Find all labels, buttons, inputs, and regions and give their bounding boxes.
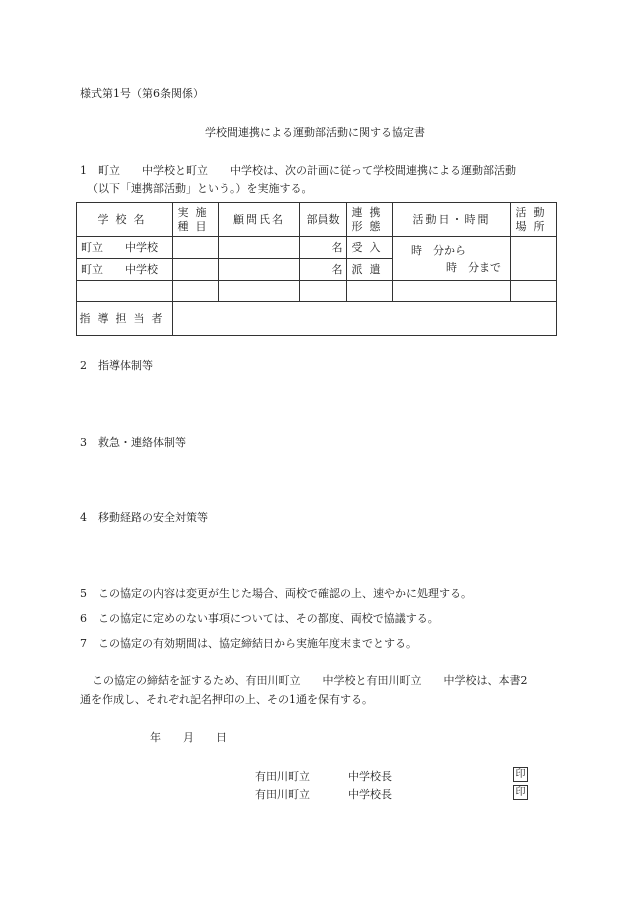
document-title: 学校間連携による運動部活動に関する協定書 (205, 126, 425, 139)
sig2-principal: 中学校長 (348, 788, 392, 801)
row2-school: 町立 中学校 (81, 262, 158, 276)
seal-icon: 印 (513, 767, 528, 782)
row2-type: 派遣 (351, 262, 388, 276)
header-advisor: 顧問氏名 (233, 212, 285, 226)
header-collab-type: 連携 形態 (351, 205, 388, 233)
clause-5: 5 この協定の内容は変更が生じた場合、両校で確認の上、速やかに処理する。 (80, 587, 472, 600)
header-school-name: 学校名 (97, 212, 152, 226)
closing-line1: この協定の締結を証するため、有田川町立 中学校と有田川町立 中学校は、本書2 (92, 674, 528, 687)
seal-icon: 印 (513, 785, 528, 800)
sig1-principal: 中学校長 (348, 770, 392, 783)
header-place: 活動 場所 (515, 205, 552, 233)
item1-line2: （以下「連携部活動」という。）を実施する。 (87, 182, 313, 195)
header-sport: 実施 種目 (177, 205, 214, 233)
sig2-town: 有田川町立 (255, 788, 310, 801)
row1-type: 受入 (351, 240, 388, 254)
time-to: 時 分まで (446, 261, 501, 274)
sig1-town: 有田川町立 (255, 770, 310, 783)
clause-7: 7 この協定の有効期間は、協定締結日から実施年度末までとする。 (80, 637, 417, 650)
date-line: 年 月 日 (150, 731, 227, 744)
form-number: 様式第1号（第6条関係） (80, 87, 204, 100)
header-members: 部員数 (306, 212, 340, 226)
item1-line1: 1 町立 中学校と町立 中学校は、次の計画に従って学校間連携による運動部活動 (80, 164, 516, 177)
row1-school: 町立 中学校 (81, 240, 158, 254)
time-from: 時 分から (411, 244, 466, 257)
section-guidance: 2 指導体制等 (80, 359, 153, 372)
clause-6: 6 この協定に定めのない事項については、その都度、両校で協議する。 (80, 612, 439, 625)
section-emergency: 3 救急・連絡体制等 (80, 436, 186, 449)
leader-label: 指導担当者 (79, 311, 170, 325)
closing-line2: 通を作成し、それぞれ記名押印の上、その1通を保有する。 (80, 693, 373, 706)
header-schedule: 活動日・時間 (412, 212, 491, 226)
row2-unit: 名 (331, 262, 343, 276)
row1-unit: 名 (331, 240, 343, 254)
section-route-safety: 4 移動経路の安全対策等 (80, 511, 208, 524)
